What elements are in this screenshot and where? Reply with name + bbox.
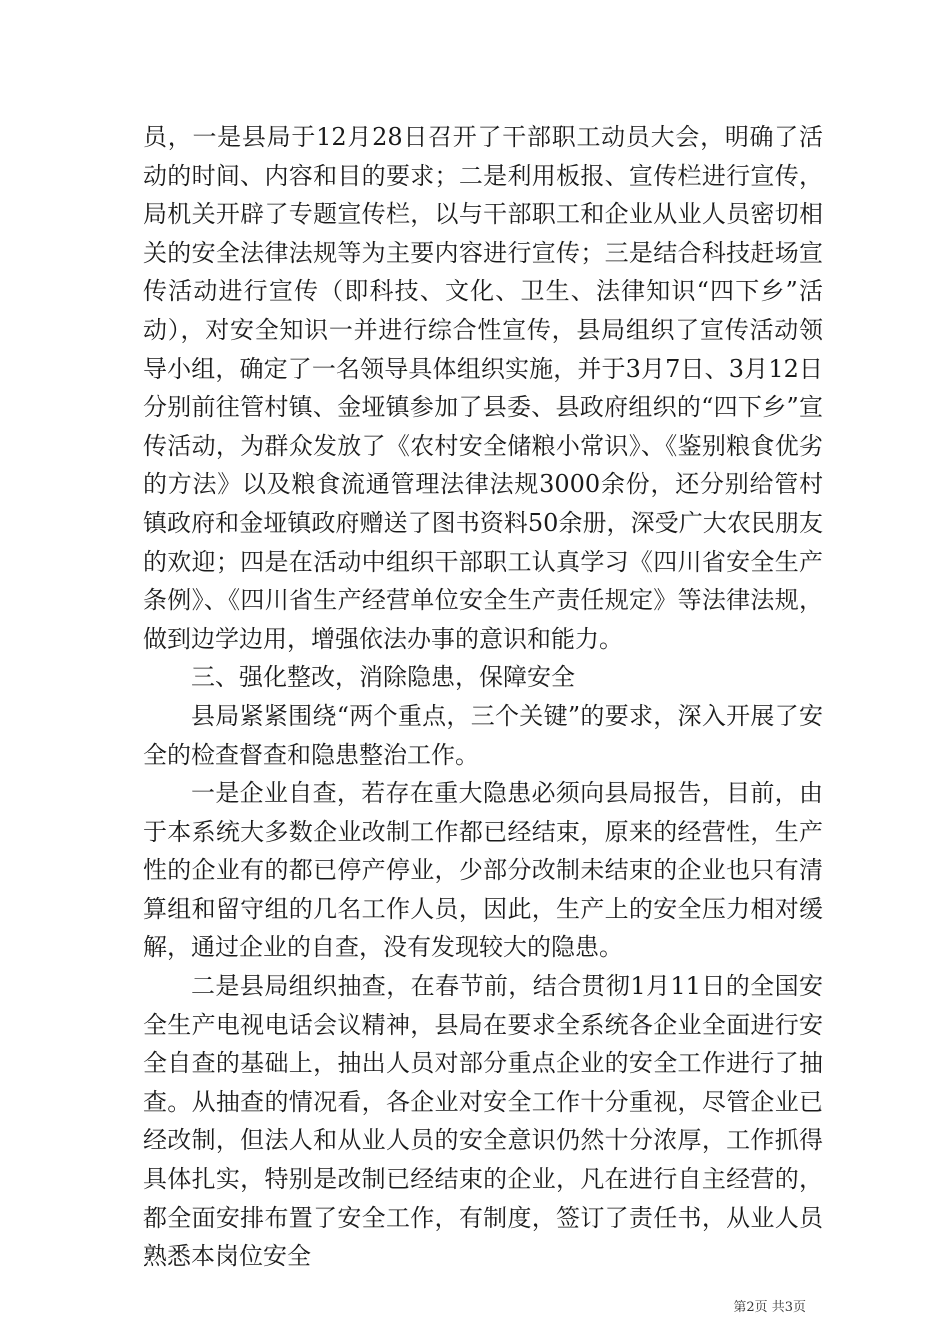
paragraph-spot-check: 二是县局组织抽查，在春节前，结合贯彻1月11日的全国安全生产电视电话会议精神，县局在要求全系统各企业全面进行安全自查的基础上，抽出人员对部分重点企业的安全工作进行了抽查。从抽查的情况看，各企业对安全工作十分重视，尽管企业已经改制，但法人和从业人员的安全意识仍然十分浓厚，工作抓得具体扎实，特别是改制已经结束的企业，凡在进行自主经营的，都全面安排布置了安全工作，有制度，签订了责任书，从业人员熟悉本岗位安全 (143, 972, 823, 1271)
paragraph-self-inspection: 一是企业自查，若存在重大隐患必须向县局报告，目前，由于本系统大多数企业改制工作都已经结束，原来的经营性，生产性的企业有的都已停产停业，少部分改制未结束的企业也只有清算组和留守组的几名工作人员，因此，生产上的安全压力相对缓解，通过企业的自查，没有发现较大的隐患。 (143, 779, 823, 962)
paragraph-inspection-intro: 县局紧紧围绕“两个重点，三个关键”的要求，深入开展了安全的检查督查和隐患整治工作。 (143, 701, 823, 769)
paragraph-publicity: 员，一是县局于12月28日召开了干部职工动员大会，明确了活动的时间、内容和目的要求；二是利用板报、宣传栏进行宣传，局机关开辟了专题宣传栏，以与干部职工和企业从业人员密切相关的安全法律法规等为主要内容进行宣传；三是结合科技赶场宣传活动进行宣传（即科技、文化、卫生、法律知识“四下乡”活动），对安全知识一并进行综合性宣传，县局组织了宣传活动领导小组，确定了一名领导具体组织实施，并于3月7日、3月12日分别前往管村镇、金垭镇参加了县委、县政府组织的“四下乡”宣传活动，为群众发放了《农村安全储粮小常识》、《鉴别粮食优劣的方法》以及粮食流通管理法律法规3000余份，还分别给管村镇政府和金垭镇政府赠送了图书资料50余册，深受广大农民朋友的欢迎；四是在活动中组织干部职工认真学习《四川省安全生产条例》、《四川省生产经营单位安全生产责任规定》等法律法规，做到边学边用，增强依法办事的意识和能力。 (143, 123, 823, 653)
section-heading-rectification: 三、强化整改，消除隐患，保障安全 (191, 663, 575, 692)
page-number-footer: 第2页 共3页 (733, 1300, 806, 1315)
document-body (143, 118, 823, 1276)
